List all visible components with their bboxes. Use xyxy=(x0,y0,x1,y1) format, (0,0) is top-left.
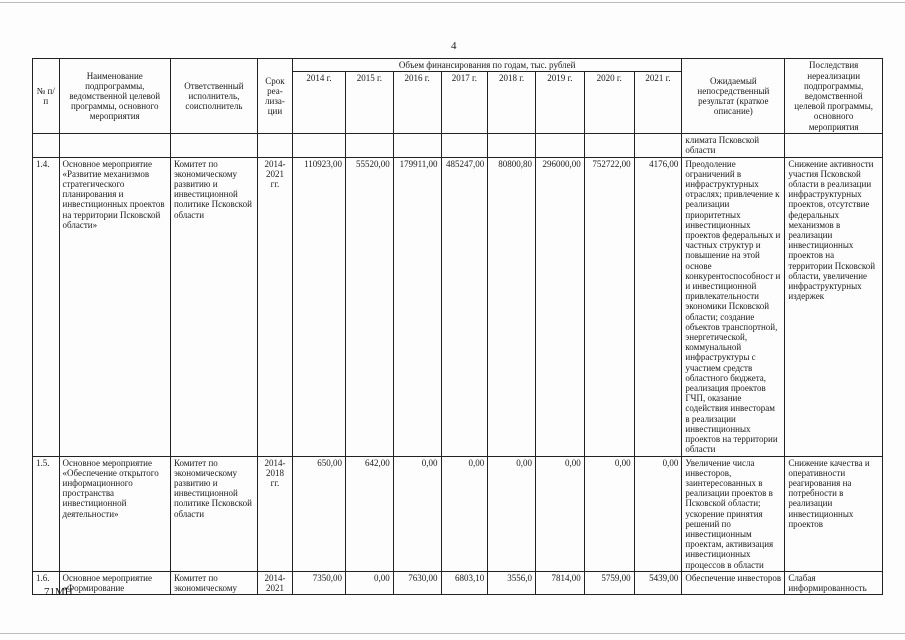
row-value: 7350,00 xyxy=(292,571,345,594)
row-consequences: Снижение активности участия Псковской области в реализации инфраструктурных проектов, отсутствие федеральных механизмов в реализации инвестиционных проектов на территории Псковской области, увеличение инфраструктурных издержек xyxy=(785,157,883,456)
header-executor: Ответственный исполнитель, соисполнитель xyxy=(170,59,257,134)
row-value: 0,00 xyxy=(488,456,536,571)
row-value: 55520,00 xyxy=(346,157,394,456)
row-value: 5439,00 xyxy=(634,571,682,594)
row-name: Основное мероприятие «Формирование xyxy=(59,571,170,594)
row-executor: Комитет по экономическому развитию и инвестиционной политике Псковской области xyxy=(170,157,257,456)
header-result: Ожидаемый непосредственный результат (краткое описание) xyxy=(682,59,785,134)
row-value: 80800,80 xyxy=(488,157,536,456)
scan-edge-top xyxy=(0,2,905,3)
header-num: № п/п xyxy=(33,59,60,134)
row-value: 6803,10 xyxy=(441,571,488,594)
row-value: 7630,00 xyxy=(393,571,441,594)
page-number: 4 xyxy=(451,40,457,52)
table-row xyxy=(33,157,883,456)
row-term: 2014-2018 гг. xyxy=(257,456,292,571)
row-term: 2014-2021 гг. xyxy=(257,157,292,456)
footer-code: 71МН xyxy=(44,586,73,598)
funding-table xyxy=(32,58,883,595)
table-row xyxy=(33,571,883,594)
row-value: 0,00 xyxy=(346,571,394,594)
header-year: 2021 г. xyxy=(634,72,682,134)
header-year: 2016 г. xyxy=(393,72,441,134)
row-value: 650,00 xyxy=(292,456,345,571)
row-result: Обеспечение инвесторов xyxy=(682,571,785,594)
header-row-1 xyxy=(33,59,883,72)
header-name: Наименование подпрограммы, ведомственной целевой программы, основного мероприятия xyxy=(59,59,170,134)
row-consequences: Слабая информированность xyxy=(785,571,883,594)
row-value: 5759,00 xyxy=(584,571,634,594)
header-consequences: Последствия нереализации подпрограммы, ведомственной целевой программы, основного мероприятия xyxy=(785,59,883,134)
scan-edge-bottom xyxy=(0,633,905,634)
row-result: Увеличение числа инвесторов, заинтересованных в реализации проектов в Псковской области; ускорение принятия решений по инвестиционным проектам, активизация инвестиционных процессов в области xyxy=(682,456,785,571)
header-year: 2017 г. xyxy=(441,72,488,134)
row-value: 642,00 xyxy=(346,456,394,571)
row-value: 0,00 xyxy=(393,456,441,571)
table-row xyxy=(33,456,883,571)
header-term: Срок реа-лиза-ции xyxy=(257,59,292,134)
row-consequences: Снижение качества и оперативности реагирования на потребности в реализации инвестиционных проектов xyxy=(785,456,883,571)
row-value: 296000,00 xyxy=(535,157,584,456)
row-name: Основное мероприятие «Обеспечение открытого информационного пространства инвестиционной деятельности» xyxy=(59,456,170,571)
header-year: 2015 г. xyxy=(346,72,394,134)
header-year: 2019 г. xyxy=(535,72,584,134)
row-value: 0,00 xyxy=(535,456,584,571)
header-funding: Объем финансирования по годам, тыс. рублей xyxy=(292,59,681,72)
row-executor: Комитет по экономическому xyxy=(170,571,257,594)
header-year: 2018 г. xyxy=(488,72,536,134)
row-num: 1.4. xyxy=(33,157,60,456)
row-name: Основное мероприятие «Развитие механизмов стратегического планирования и инвестиционных проектов на территории Псковской области» xyxy=(59,157,170,456)
row-value: 110923,00 xyxy=(292,157,345,456)
row-value: 0,00 xyxy=(441,456,488,571)
row-value: 485247,00 xyxy=(441,157,488,456)
row-value: 0,00 xyxy=(584,456,634,571)
continuation-text: климата Псковской области xyxy=(682,134,785,157)
row-term: 2014-2021 xyxy=(257,571,292,594)
header-year: 2020 г. xyxy=(584,72,634,134)
row-value: 7814,00 xyxy=(535,571,584,594)
continuation-row xyxy=(33,134,883,157)
row-num: 1.6. xyxy=(33,571,60,594)
row-value: 4176,00 xyxy=(634,157,682,456)
row-value: 3556,0 xyxy=(488,571,536,594)
row-result: Преодоление ограничений в инфраструктурных отраслях; привлечение к реализации приоритетных инвестиционных проектов федеральных и частных структур и повышение на этой основе конкурентоспособност и и инвестиционной привлекательности экономики Псковской области; создание объектов транспортной, энергетической, коммунальной инфраструктуры с участием средств областного бюджета, реализация проектов ГЧП, оказание содействия инвесторам в реализации инвестиционных проектов на территории области xyxy=(682,157,785,456)
row-executor: Комитет по экономическому развитию и инвестиционной политике Псковской области xyxy=(170,456,257,571)
row-value: 752722,00 xyxy=(584,157,634,456)
row-value: 0,00 xyxy=(634,456,682,571)
row-num: 1.5. xyxy=(33,456,60,571)
row-value: 179911,00 xyxy=(393,157,441,456)
header-year: 2014 г. xyxy=(292,72,345,134)
